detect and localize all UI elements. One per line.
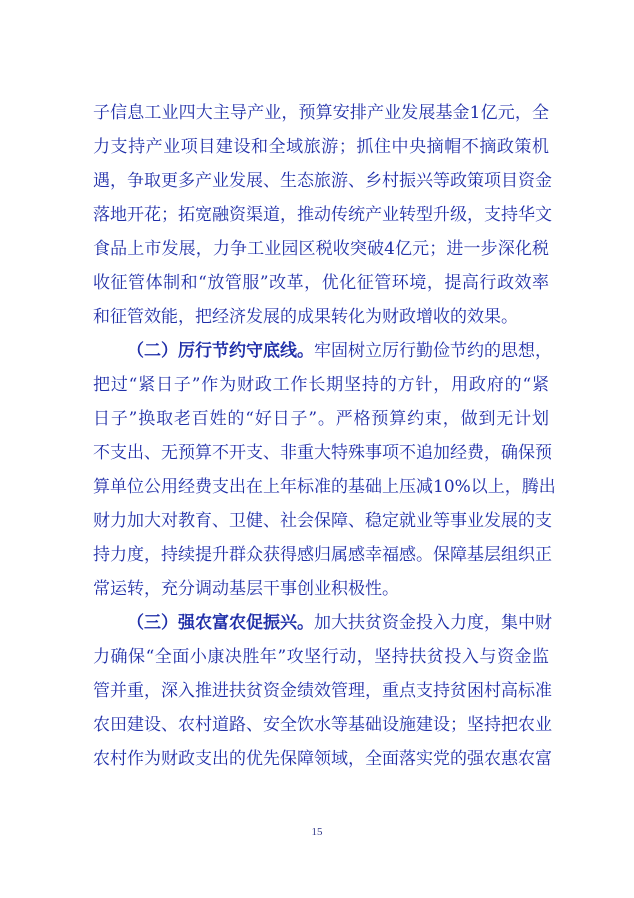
- para2-line-4: 不支出、无预算不开支、非重大特殊事项不追加经费，确保预: [93, 443, 552, 463]
- para2-line-6: 财力加大对教育、卫健、社会保障、稳定就业等事业发展的支: [93, 511, 552, 531]
- para3-heading: （三）强农富农促振兴。: [127, 613, 314, 633]
- para2-first-line-text: 牢固树立厉行勤俭节约的思想，: [314, 341, 552, 361]
- para3-line-1: [127, 613, 552, 633]
- para2-heading: （二）厉行节约守底线。: [127, 341, 314, 361]
- para3-first-line-text: 加大扶贫资金投入力度，集中财: [314, 613, 552, 633]
- para3-line-4: 农田建设、农村道路、安全饮水等基础设施建设；坚持把农业: [93, 715, 552, 735]
- para1-line-6: 收征管体制和“放管服”改革，优化征管环境，提高行政效率: [93, 273, 549, 293]
- para2-line-3: 日子”换取老百姓的“好日子”。严格预算约束，做到无计划: [93, 409, 549, 429]
- para2-line-8: 常运转，充分调动基层干事创业积极性。: [93, 579, 399, 599]
- para3-line-2: 力确保“全面小康决胜年”攻坚行动，坚持扶贫投入与资金监: [93, 647, 549, 667]
- page-number: 15: [311, 826, 323, 838]
- para2-line-7: 持力度，持续提升群众获得感归属感幸福感。保障基层组织正: [93, 545, 552, 565]
- para1-line-2: 力支持产业项目建设和全域旅游；抓住中央摘帽不摘政策机: [93, 137, 549, 157]
- para2-line-1: [127, 341, 552, 361]
- para1-line-7: 和征管效能，把经济发展的成果转化为财政增收的效果。: [93, 307, 518, 327]
- para1-line-1: 子信息工业四大主导产业，预算安排产业发展基金1亿元，全: [93, 103, 549, 123]
- para3-line-3: 管并重，深入推进扶贫资金绩效管理，重点支持贫困村高标准: [93, 681, 552, 701]
- para3-line-5: 农村作为财政支出的优先保障领域，全面落实党的强农惠农富: [93, 749, 552, 769]
- para2-line-5: 算单位公用经费支出在上年标准的基础上压减10%以上，腾出: [93, 477, 556, 497]
- para1-line-3: 遇，争取更多产业发展、生态旅游、乡村振兴等政策项目资金: [93, 171, 552, 191]
- para1-line-5: 食品上市发展，力争工业园区税收突破4亿元；进一步深化税: [93, 239, 549, 259]
- para2-line-2: 把过“紧日子”作为财政工作长期坚持的方针，用政府的“紧: [93, 375, 549, 395]
- para1-line-4: 落地开花；拓宽融资渠道，推动传统产业转型升级，支持华文: [93, 205, 552, 225]
